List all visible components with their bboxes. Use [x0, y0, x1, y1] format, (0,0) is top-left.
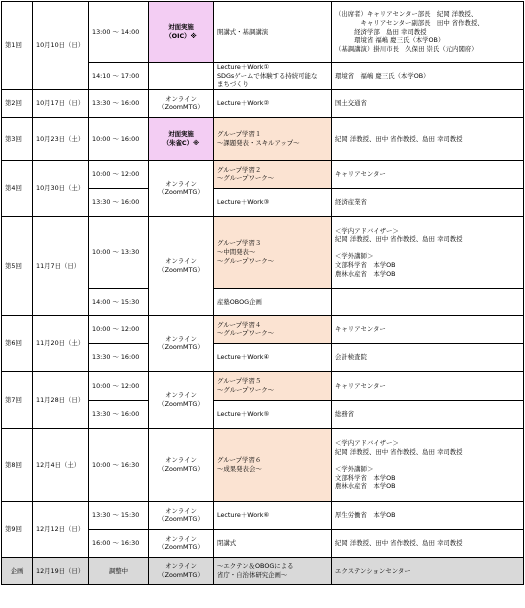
table-row — [2, 117, 524, 160]
time-slot: 10:00 ～ 16:30 — [89, 428, 149, 501]
table-row — [2, 216, 524, 288]
time-slot: 10:00 ～ 12:00 — [89, 371, 149, 400]
instructor-info: エクステンションセンター — [332, 557, 524, 584]
instructor-info: 紀岡 洋教授、田中 省作教授、島田 幸司教授 — [332, 529, 524, 557]
program-title: グループ学習６ ～成果発表会～ — [214, 428, 332, 501]
time-slot: 13:30 ～ 16:00 — [89, 89, 149, 117]
delivery-mode-online: オンライン （ZoomMTG） — [149, 160, 214, 216]
schedule-table — [1, 1, 524, 585]
session-number: 企画 — [2, 557, 33, 584]
instructor-info: 厚生労働省 本学OB — [332, 501, 524, 529]
instructor-info: ＜学内アドバイザー＞ 紀岡 洋教授、田中 省作教授、島田 幸司教授 ＜学外講師＞ 文部科学省 本学OB 農林水産省 本学OB — [332, 428, 524, 501]
instructor-info: キャリアセンター — [332, 371, 524, 400]
session-number: 第3回 — [2, 117, 33, 160]
table-row — [2, 371, 524, 400]
session-date: 11月28日（日） — [33, 371, 89, 428]
delivery-mode-online: オンライン （ZoomMTG） — [149, 371, 214, 428]
session-number: 第4回 — [2, 160, 33, 216]
delivery-mode-online: オンライン （ZoomMTG） — [149, 315, 214, 371]
time-slot: 13:00 ～ 14:00 — [89, 2, 149, 63]
program-title: Lecture＋Work⑥ — [214, 501, 332, 529]
program-title: 閉講式 — [214, 529, 332, 557]
instructor-info: 国土交通省 — [332, 89, 524, 117]
delivery-mode-online: オンライン （ZoomMTG） — [149, 89, 214, 117]
session-number: 第7回 — [2, 371, 33, 428]
program-title: Lecture＋Work② — [214, 89, 332, 117]
time-slot: 10:00 ～ 12:00 — [89, 160, 149, 188]
time-slot: 13:30 ～ 15:30 — [89, 501, 149, 529]
program-title: Lecture＋Work① SDGsゲームで体験する持続可能な まちづくり — [214, 63, 332, 90]
session-date: 12月19日（日） — [33, 557, 89, 584]
session-date: 12月4日（土） — [33, 428, 89, 501]
table-row — [2, 428, 524, 501]
instructor-info: 会計検査院 — [332, 343, 524, 371]
program-title: グループ学習４ ～グループワーク～ — [214, 315, 332, 343]
delivery-mode-blank — [149, 63, 214, 90]
instructor-info: 紀岡 洋教授、田中 省作教授、島田 幸司教授 — [332, 117, 524, 160]
time-slot: 13:30 ～ 16:00 — [89, 343, 149, 371]
instructor-info: ＜学内アドバイザー＞ 紀岡 洋教授、田中 省作教授、島田 幸司教授 ＜学外講師＞ 文部科学省 本学OB 農林水産省 本学OB — [332, 216, 524, 288]
delivery-mode-online: オンライン （ZoomMTG） — [149, 529, 214, 557]
time-slot: 10:00 ～ 16:00 — [89, 117, 149, 160]
time-slot: 13:30 ～ 16:00 — [89, 188, 149, 216]
session-date: 10月17日（日） — [33, 89, 89, 117]
program-title: 開講式・基調講演 — [214, 2, 332, 63]
session-number: 第8回 — [2, 428, 33, 501]
instructor-info: 経済産業省 — [332, 188, 524, 216]
delivery-mode-online: オンライン （ZoomMTG） — [149, 501, 214, 529]
delivery-mode-online: オンライン （ZoomMTG） — [149, 557, 214, 584]
time-slot: 16:00 ～ 16:30 — [89, 529, 149, 557]
session-number: 第1回 — [2, 2, 33, 90]
table-row — [2, 557, 524, 584]
instructor-info: 環境省 福嶋 慶三氏（本学OB） — [332, 63, 524, 90]
table-row — [2, 315, 524, 343]
session-date: 11月7日（日） — [33, 216, 89, 315]
delivery-mode-in-person: 対面実施 （朱雀C）※ — [149, 117, 214, 160]
session-number: 第9回 — [2, 501, 33, 557]
session-number: 第2回 — [2, 89, 33, 117]
session-number: 第6回 — [2, 315, 33, 371]
session-date: 10月30日（土） — [33, 160, 89, 216]
time-slot: 14:00 ～ 15:30 — [89, 288, 149, 315]
session-date: 11月20日（土） — [33, 315, 89, 371]
delivery-mode-in-person: 対面実施 （OIC）※ — [149, 2, 214, 63]
program-title: グループ学習１ ～課題発表・スキルアップ～ — [214, 117, 332, 160]
session-date: 10月10日（日） — [33, 2, 89, 90]
session-number: 第5回 — [2, 216, 33, 315]
program-title: Lecture＋Work③ — [214, 188, 332, 216]
instructor-info: （出席者）キャリアセンター部長 紀岡 洋教授、 キャリアセンター副部長 田中 省作教授、 経済学部 島田 幸司教授 環境省 福嶋 慶三氏（本学OB） （基調講演）掛川市長 久保田 崇氏（元内閣府） — [332, 2, 524, 63]
program-title: ～エクテン＆OBOGによる 省庁・自治体研究企画～ — [214, 557, 332, 584]
time-slot: 10:00 ～ 12:00 — [89, 315, 149, 343]
instructor-info — [332, 288, 524, 315]
delivery-mode-online: オンライン （ZoomMTG） — [149, 428, 214, 501]
delivery-mode-online: オンライン （ZoomMTG） — [149, 216, 214, 315]
time-slot-status: 調整中 — [89, 557, 149, 584]
table-row — [2, 89, 524, 117]
instructor-info: キャリアセンター — [332, 315, 524, 343]
program-title: Lecture＋Work④ — [214, 343, 332, 371]
instructor-info: キャリアセンター — [332, 160, 524, 188]
program-title: グループ学習２ ～グループワーク～ — [214, 160, 332, 188]
table-row — [2, 2, 524, 63]
program-title: 産塾OBOG企画 — [214, 288, 332, 315]
session-date: 12月12日（日） — [33, 501, 89, 557]
session-date: 10月23日（土） — [33, 117, 89, 160]
program-title: グループ学習３ ～中間発表～ ～グループワーク～ — [214, 216, 332, 288]
time-slot: 13:30 ～ 16:00 — [89, 400, 149, 428]
table-row — [2, 160, 524, 188]
time-slot: 10:00 ～ 13:30 — [89, 216, 149, 288]
instructor-info: 総務省 — [332, 400, 524, 428]
program-title: Lecture＋Work⑤ — [214, 400, 332, 428]
time-slot: 14:10 ～ 17:00 — [89, 63, 149, 90]
table-row — [2, 501, 524, 529]
program-title: グループ学習５ ～グループワーク～ — [214, 371, 332, 400]
